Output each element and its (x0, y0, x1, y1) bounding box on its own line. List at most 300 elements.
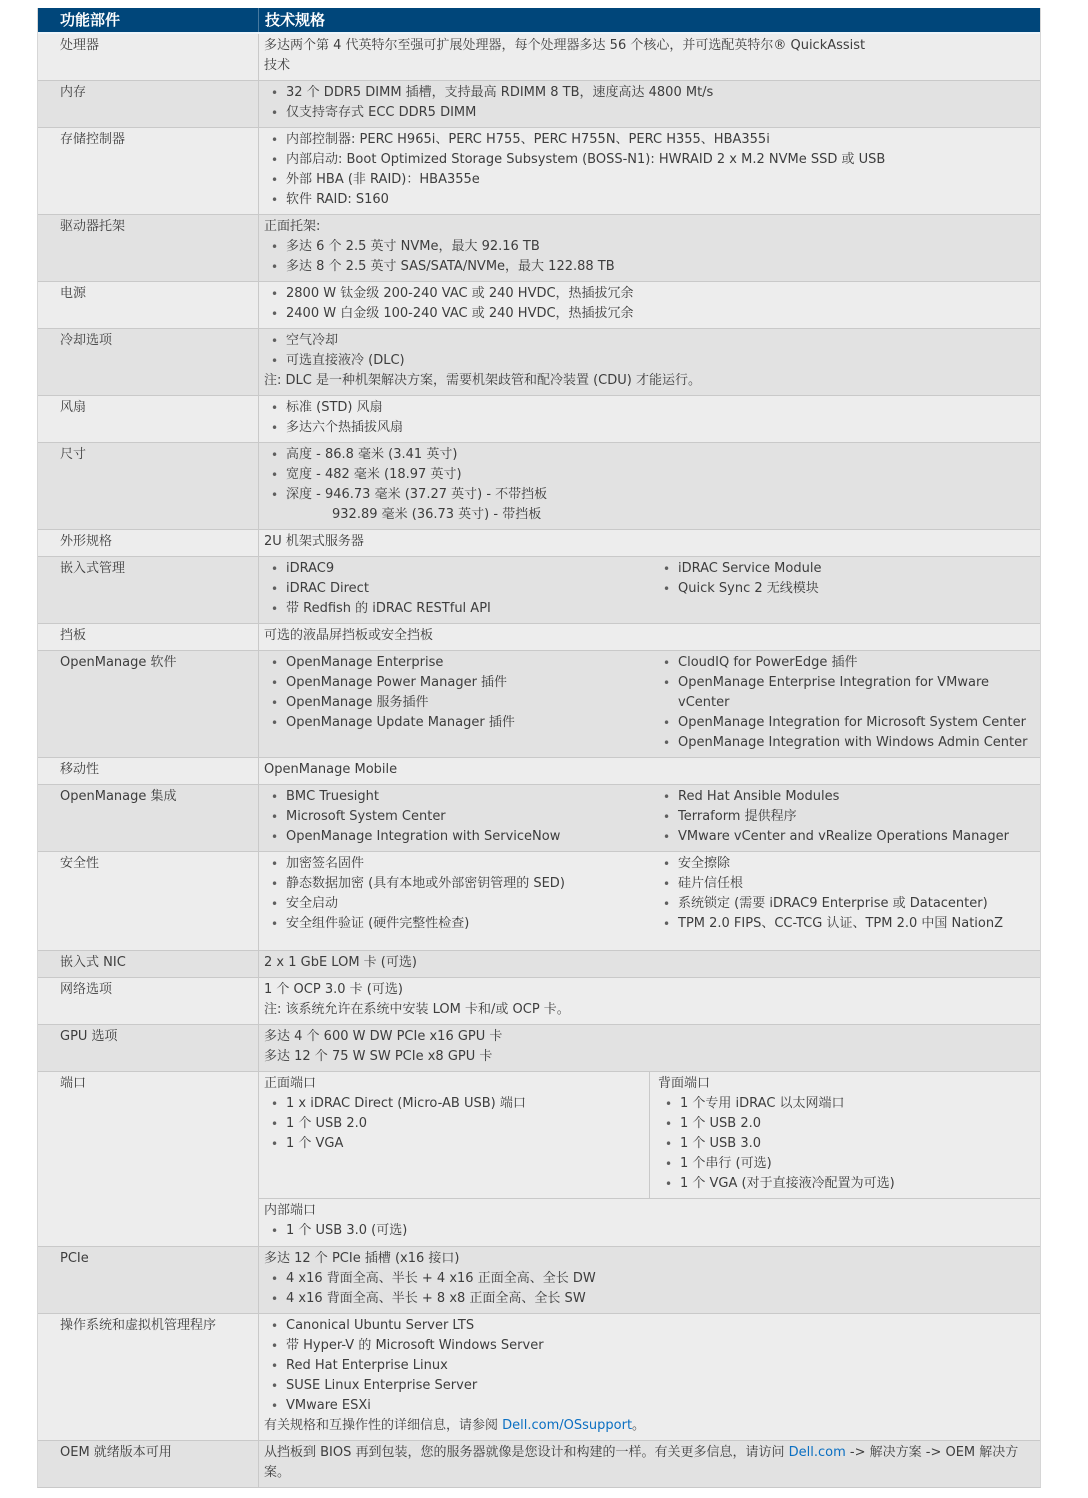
spec-bullet-item (264, 351, 1030, 371)
bullet-text: Red Hat Ansible Modules (678, 789, 840, 804)
bullet-text: Red Hat Enterprise Linux (286, 1358, 448, 1373)
bullet-text: 软件 RAID: S160 (286, 192, 389, 207)
right-column (656, 653, 1030, 753)
dell-home-link[interactable]: Dell.com (788, 1445, 846, 1460)
spec-value-cell (259, 81, 1040, 127)
spec-bullet-item (658, 1114, 1030, 1134)
bullet-icon: • (663, 676, 671, 690)
spec-value-cell (259, 329, 1040, 395)
spec-bullet-item (264, 304, 1030, 324)
bullet-text: OpenManage Integration with ServiceNow (286, 829, 561, 844)
bullet-icon: • (665, 1157, 673, 1171)
spec-bullet-item (264, 673, 656, 693)
text-segment: 从挡板到 BIOS 再到包装，您的服务器就像是您设计和构建的一样。有关更多信息，请访问 (264, 1445, 789, 1460)
bullet-icon: • (663, 857, 671, 871)
spec-value-cell (259, 1314, 1040, 1440)
bullet-icon: • (271, 1137, 279, 1151)
bullet-text: VMware ESXi (286, 1398, 371, 1413)
spec-text (264, 980, 1030, 1020)
bullet-icon: • (271, 421, 279, 435)
feature-label: 存储控制器 (38, 128, 259, 214)
text-segment: 有关规格和互操作性的详细信息，请参阅 (264, 1418, 503, 1433)
bullet-icon: • (663, 917, 671, 931)
table-row (38, 623, 1040, 650)
bullet-text: 带 Redfish 的 iDRAC RESTful API (286, 601, 491, 616)
table-row (38, 1246, 1040, 1313)
spec-bullet-list (658, 1094, 1030, 1194)
text-segment: 。 (632, 1418, 646, 1433)
table-row (38, 556, 1040, 623)
bullet-icon: • (271, 716, 279, 730)
bullet-icon: • (663, 877, 671, 891)
table-row (38, 34, 1040, 80)
spec-value-cell (259, 34, 1040, 80)
spec-bullet-list (264, 559, 656, 619)
feature-label: 冷却选项 (38, 329, 259, 395)
bullet-text: 1 个 VGA (对于直接液冷配置为可选) (680, 1176, 895, 1191)
header-cell-specs: 技术规格 (265, 11, 326, 29)
spec-text (264, 371, 1030, 391)
bullet-text: CloudIQ for PowerEdge 插件 (678, 655, 858, 670)
bullet-text: 硅片信任根 (678, 876, 744, 891)
bullet-icon: • (663, 582, 671, 596)
spec-bullet-item (264, 1221, 1030, 1241)
bullet-text: 标准 (STD) 风扇 (286, 400, 383, 415)
spec-bullet-item (264, 599, 656, 619)
spec-bullet-list (656, 559, 1030, 599)
feature-label: 尺寸 (38, 443, 259, 529)
bullet-icon: • (663, 810, 671, 824)
spec-bullet-item (264, 1289, 1030, 1309)
bullet-text: iDRAC Service Module (678, 561, 822, 576)
spec-text-line: 多达 12 个 PCIe 插槽 (x16 接口) (264, 1251, 460, 1266)
bullet-text: OpenManage Integration with Windows Admin Center (678, 735, 1028, 750)
bullet-icon: • (271, 1292, 279, 1306)
bullet-icon: • (271, 1117, 279, 1131)
spec-bullet-item (656, 827, 1030, 847)
bullet-text: 系统锁定 (需要 iDRAC9 Enterprise 或 Datacenter) (678, 896, 988, 911)
bullet-text: 4 x16 背面全高、半长 + 4 x16 正面全高、全长 DW (286, 1271, 596, 1286)
spec-value-cell (259, 1441, 1040, 1487)
spec-text-line: 1 个 OCP 3.0 卡 (可选) (264, 982, 403, 997)
spec-bullet-list (264, 398, 1030, 438)
spec-text (264, 626, 1030, 646)
spec-bullet-item (656, 914, 1030, 934)
bullet-text: BMC Truesight (286, 789, 379, 804)
spec-value-cell (259, 557, 1040, 623)
spec-text-line (264, 1416, 1030, 1436)
table-body (38, 34, 1040, 1487)
internal-ports-title (264, 1201, 1030, 1221)
spec-bullet-item (264, 579, 656, 599)
table-row (38, 529, 1040, 556)
front-ports-cell (259, 1072, 650, 1198)
spec-text-line: 2 x 1 GbE LOM 卡 (可选) (264, 955, 417, 970)
bullet-text: 2400 W 白金级 100-240 VAC 或 240 HVDC，热插拔冗余 (286, 306, 634, 321)
table-row (38, 395, 1040, 442)
feature-label: PCIe (38, 1247, 259, 1313)
spec-bullet-item (656, 874, 1030, 894)
spec-value-cell (259, 215, 1040, 281)
text-segment: -> 解决方案 -> OEM 解决方案。 (264, 1445, 1019, 1480)
spec-bullet-list (656, 787, 1030, 847)
bullet-icon: • (271, 153, 279, 167)
bullet-icon: • (271, 877, 279, 891)
bullet-icon: • (663, 790, 671, 804)
spec-bullet-item (264, 83, 1030, 103)
spec-bullet-item (264, 170, 1030, 190)
bullet-icon: • (271, 582, 279, 596)
bullet-icon: • (271, 86, 279, 100)
feature-label: 外形规格 (38, 530, 259, 556)
bullet-icon: • (271, 240, 279, 254)
bullet-icon: • (271, 1359, 279, 1373)
bullet-text: 仅支持寄存式 ECC DDR5 DIMM (286, 105, 477, 120)
spec-bullet-item (264, 237, 1030, 257)
spec-text-line: 正面托架: (264, 219, 321, 234)
ports-block (259, 1072, 1040, 1246)
spec-bullet-item (264, 190, 1030, 210)
spec-bullet-item (264, 465, 1030, 485)
spec-bullet-item (264, 787, 656, 807)
bullet-text: 32 个 DDR5 DIMM 插槽，支持最高 RDIMM 8 TB，速度高达 4800 Mt/s (286, 85, 714, 100)
spec-text-line: 内部端口 (264, 1203, 317, 1218)
bullet-text: Canonical Ubuntu Server LTS (286, 1318, 475, 1333)
bullet-icon: • (271, 830, 279, 844)
bullet-icon: • (271, 602, 279, 616)
spec-text-line: 多达 4 个 600 W DW PCIe x16 GPU 卡 (264, 1029, 503, 1044)
bullet-text: OpenManage Update Manager 插件 (286, 715, 515, 730)
front-ports-title (264, 1074, 641, 1094)
bullet-icon: • (271, 1224, 279, 1238)
spec-value-cell (259, 624, 1040, 650)
spec-bullet-item (264, 257, 1030, 277)
spec-bullet-item (656, 559, 1030, 579)
bullet-icon: • (665, 1177, 673, 1191)
bullet-icon: • (271, 133, 279, 147)
spec-bullet-item (264, 445, 1030, 465)
bullet-text: 宽度 - 482 毫米 (18.97 英寸) (286, 467, 462, 482)
bullet-icon: • (663, 716, 671, 730)
bullet-text: iDRAC9 (286, 561, 335, 576)
table-row (38, 1024, 1040, 1071)
bullet-icon: • (665, 1097, 673, 1111)
bullet-icon: • (665, 1137, 673, 1151)
table-row (38, 784, 1040, 851)
bullet-text: Terraform 提供程序 (678, 809, 797, 824)
spec-text (264, 1249, 1030, 1269)
bullet-text: 内部启动: Boot Optimized Storage Subsystem (BOSS-N1): HWRAID 2 x M.2 NVMe SSD 或 USB (286, 152, 886, 167)
bullet-icon: • (271, 173, 279, 187)
spec-bullet-item (264, 1094, 641, 1114)
feature-label: 端口 (38, 1072, 259, 1246)
bullet-text: TPM 2.0 FIPS、CC-TCG 认证、TPM 2.0 中国 NationZ (678, 916, 1004, 931)
bullet-icon: • (271, 468, 279, 482)
spec-bullet-item (264, 693, 656, 713)
spec-text-line: 多达 12 个 75 W SW PCIe x8 GPU 卡 (264, 1049, 493, 1064)
bullet-text: 多达 6 个 2.5 英寸 NVMe，最大 92.16 TB (286, 239, 540, 254)
bullet-icon: • (663, 830, 671, 844)
spec-text-line (264, 1443, 1030, 1483)
left-column (264, 559, 656, 619)
feature-label: OpenManage 集成 (38, 785, 259, 851)
table-row (38, 950, 1040, 977)
bullet-text: 2800 W 钛金级 200-240 VAC 或 240 HVDC，热插拔冗余 (286, 286, 634, 301)
spec-bullet-list (656, 653, 1030, 753)
spec-bullet-item (264, 1356, 1030, 1376)
spec-bullet-list (264, 653, 656, 733)
spec-bullet-list (264, 1094, 641, 1154)
bullet-text: OpenManage 服务插件 (286, 695, 429, 710)
rear-ports-cell (650, 1072, 1040, 1198)
bullet-icon: • (271, 354, 279, 368)
table-row (38, 328, 1040, 395)
spec-indent-line: 932.89 毫米 (36.73 英寸) - 带挡板 (332, 507, 542, 522)
spec-bullet-item (656, 579, 1030, 599)
spec-text-line: 可选的液晶屏挡板或安全挡板 (264, 628, 434, 643)
bullet-icon: • (271, 488, 279, 502)
spec-bullet-list (264, 1269, 1030, 1309)
left-column (264, 653, 656, 753)
table-header-row (38, 8, 1040, 34)
bullet-text: OpenManage Integration for Microsoft System Center (678, 715, 1026, 730)
os-support-link[interactable]: Dell.com/OSsupport (502, 1418, 633, 1433)
spec-value-cell (259, 128, 1040, 214)
right-column (656, 559, 1030, 619)
spec-bullet-item (264, 331, 1030, 351)
bullet-icon: • (271, 696, 279, 710)
bullet-text: 1 个 USB 3.0 (680, 1136, 762, 1151)
spec-bullet-list (656, 854, 1030, 934)
bullet-icon: • (665, 1117, 673, 1131)
bullet-text: 1 个 USB 2.0 (286, 1116, 368, 1131)
table-row (38, 757, 1040, 784)
feature-label: 处理器 (38, 34, 259, 80)
spec-value-cell (259, 1247, 1040, 1313)
bullet-text: 静态数据加密 (具有本地或外部密钥管理的 SED) (286, 876, 565, 891)
bullet-icon: • (663, 656, 671, 670)
spec-value-cell (259, 443, 1040, 529)
bullet-icon: • (271, 1399, 279, 1413)
spec-bullet-item (264, 1316, 1030, 1336)
left-column (264, 854, 656, 934)
bullet-icon: • (271, 287, 279, 301)
spec-text (264, 953, 1030, 973)
bullet-text: VMware vCenter and vRealize Operations Manager (678, 829, 1009, 844)
spec-text-line: 注: DLC 是一种机架解决方案，需要机架歧管和配冷装置 (CDU) 才能运行。 (264, 373, 701, 388)
bullet-icon: • (271, 790, 279, 804)
feature-label: 安全性 (38, 852, 259, 950)
feature-label: OEM 就绪版本可用 (38, 1441, 259, 1487)
table-row (38, 281, 1040, 328)
bullet-icon: • (271, 260, 279, 274)
spec-bullet-list (264, 130, 1030, 210)
bullet-text: 外部 HBA (非 RAID)：HBA355e (286, 172, 480, 187)
bullet-text: 1 个 USB 2.0 (680, 1116, 762, 1131)
bullet-icon: • (663, 897, 671, 911)
bullet-text: OpenManage Enterprise Integration for VMware vCenter (678, 675, 990, 710)
bullet-text: 安全启动 (286, 896, 339, 911)
feature-label: 操作系统和虚拟机管理程序 (38, 1314, 259, 1440)
bullet-text: 1 个 USB 3.0 (可选) (286, 1223, 408, 1238)
internal-ports-cell (259, 1199, 1040, 1246)
bullet-icon: • (271, 401, 279, 415)
bullet-text: 高度 - 86.8 毫米 (3.41 英寸) (286, 447, 458, 462)
header-cell-features: 功能部件 (38, 8, 259, 32)
bullet-icon: • (271, 334, 279, 348)
bullet-icon: • (271, 307, 279, 321)
bullet-text: iDRAC Direct (286, 581, 369, 596)
bullet-icon: • (271, 193, 279, 207)
bullet-text: 1 个专用 iDRAC 以太网端口 (680, 1096, 845, 1111)
spec-bullet-item (264, 150, 1030, 170)
spec-bullet-item (264, 827, 656, 847)
spec-bullet-list (264, 83, 1030, 123)
spec-text (264, 217, 1030, 237)
spec-text-line: 多达两个第 4 代英特尔至强可扩展处理器，每个处理器多达 56 个核心，并可选配英特尔® QuickAssist (264, 38, 866, 53)
spec-bullet-item (264, 559, 656, 579)
spec-indent-text (264, 505, 1030, 525)
spec-value-cell (259, 282, 1040, 328)
bullet-text: 4 x16 背面全高、半长 + 8 x8 正面全高、全长 SW (286, 1291, 586, 1306)
spec-table (37, 8, 1041, 1488)
bullet-icon: • (271, 1339, 279, 1353)
bullet-text: 带 Hyper-V 的 Microsoft Windows Server (286, 1338, 544, 1353)
bullet-text: 深度 - 946.73 毫米 (37.27 英寸) - 不带挡板 (286, 487, 548, 502)
spec-bullet-item (264, 1376, 1030, 1396)
table-row (38, 851, 1040, 950)
spec-text (264, 532, 1030, 552)
feature-label: 移动性 (38, 758, 259, 784)
bullet-text: OpenManage Enterprise (286, 655, 444, 670)
spec-text-line: 注: 该系统允许在系统中安装 LOM 卡和/或 OCP 卡。 (264, 1002, 570, 1017)
spec-bullet-list (264, 1316, 1030, 1416)
spec-bullet-item (264, 103, 1030, 123)
table-row (38, 442, 1040, 529)
bullet-icon: • (271, 897, 279, 911)
spec-bullet-list (264, 854, 656, 934)
table-row (38, 650, 1040, 757)
bullet-icon: • (271, 106, 279, 120)
two-column-list (264, 559, 1030, 619)
spec-bullet-item (264, 1134, 641, 1154)
spec-text-line: OpenManage Mobile (264, 762, 398, 777)
spec-text (264, 1027, 1030, 1067)
table-row (38, 1440, 1040, 1487)
spec-bullet-item (264, 914, 656, 934)
spec-value-cell (259, 530, 1040, 556)
spec-bullet-list (264, 787, 656, 847)
spec-bullet-item (656, 713, 1030, 733)
bullet-text: OpenManage Power Manager 插件 (286, 675, 508, 690)
two-column-list (264, 854, 1030, 934)
spec-bullet-item (656, 653, 1030, 673)
spec-value-cell (259, 785, 1040, 851)
spec-text-line: 2U 机架式服务器 (264, 534, 364, 549)
feature-label: 电源 (38, 282, 259, 328)
spec-text-line: 技术 (264, 58, 291, 73)
bullet-text: SUSE Linux Enterprise Server (286, 1378, 478, 1393)
spec-bullet-item (658, 1094, 1030, 1114)
table-row (38, 214, 1040, 281)
spec-bullet-item (656, 854, 1030, 874)
spec-bullet-item (264, 1336, 1030, 1356)
feature-label: 嵌入式 NIC (38, 951, 259, 977)
spec-bullet-item (656, 894, 1030, 914)
bullet-icon: • (271, 448, 279, 462)
bullet-text: 加密签名固件 (286, 856, 365, 871)
table-row (38, 1071, 1040, 1246)
right-column (656, 787, 1030, 847)
right-column (656, 854, 1030, 934)
row-spacer (264, 934, 1030, 946)
bullet-text: 多达六个热插拔风扇 (286, 420, 404, 435)
spec-value-cell (259, 1025, 1040, 1071)
feature-label: 内存 (38, 81, 259, 127)
spec-bullet-item (264, 418, 1030, 438)
spec-text (264, 760, 1030, 780)
spec-bullet-list (264, 445, 1030, 505)
spec-bullet-item (264, 1269, 1030, 1289)
bullet-icon: • (271, 1097, 279, 1111)
spec-bullet-item (264, 130, 1030, 150)
spec-bullet-item (264, 874, 656, 894)
bullet-icon: • (271, 810, 279, 824)
bullet-text: 多达 8 个 2.5 英寸 SAS/SATA/NVMe，最大 122.88 TB (286, 259, 615, 274)
bullet-text: 内部控制器: PERC H965i、PERC H755、PERC H755N、PERC H355、HBA355i (286, 132, 770, 147)
ports-main-row (259, 1072, 1040, 1199)
left-column (264, 787, 656, 847)
two-column-list (264, 653, 1030, 753)
table-row (38, 1313, 1040, 1440)
bullet-icon: • (663, 736, 671, 750)
bullet-icon: • (271, 1319, 279, 1333)
spec-bullet-item (656, 733, 1030, 753)
table-row (38, 127, 1040, 214)
spec-bullet-item (658, 1154, 1030, 1174)
bullet-icon: • (663, 562, 671, 576)
feature-label: 网络选项 (38, 978, 259, 1024)
spec-text (264, 36, 1030, 76)
bullet-text: 1 个 VGA (286, 1136, 344, 1151)
spec-bullet-list (264, 331, 1030, 371)
bullet-icon: • (271, 857, 279, 871)
bullet-text: Microsoft System Center (286, 809, 446, 824)
bullet-icon: • (271, 917, 279, 931)
spec-bullet-item (264, 854, 656, 874)
bullet-icon: • (271, 1272, 279, 1286)
spec-value-cell (259, 758, 1040, 784)
spec-text-line: 正面端口 (264, 1076, 317, 1091)
spec-bullet-list (264, 1221, 1030, 1241)
two-column-list (264, 787, 1030, 847)
bullet-icon: • (271, 656, 279, 670)
spec-bullet-item (264, 398, 1030, 418)
spec-value-cell (259, 951, 1040, 977)
spec-bullet-item (264, 807, 656, 827)
spec-bullet-item (264, 713, 656, 733)
bullet-text: 1 x iDRAC Direct (Micro-AB USB) 端口 (286, 1096, 526, 1111)
bullet-icon: • (271, 676, 279, 690)
bullet-text: 1 个串行 (可选) (680, 1156, 772, 1171)
bullet-text: 可选直接液冷 (DLC) (286, 353, 405, 368)
feature-label: GPU 选项 (38, 1025, 259, 1071)
spec-value-cell (259, 1072, 1040, 1246)
spec-bullet-item (658, 1174, 1030, 1194)
feature-label: 嵌入式管理 (38, 557, 259, 623)
feature-label: 风扇 (38, 396, 259, 442)
spec-bullet-item (264, 894, 656, 914)
